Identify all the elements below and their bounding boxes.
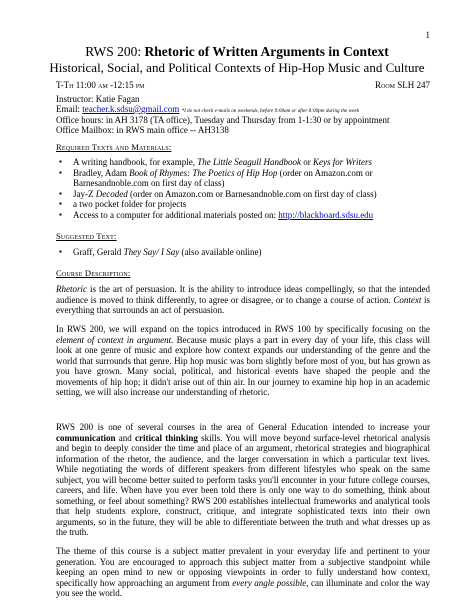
course-code: RWS 200: [85, 44, 142, 59]
course-description-heading-text: Course Description: [56, 268, 131, 278]
bullet-icon: ▪ [59, 157, 62, 166]
description-paragraph-2: In RWS 200, we will expand on the topics introduced in RWS 100 by specifically focusing on the element of context in argument. Because music plays a part in every day of your life, this class will look at one genre of music and explore how context expands our understanding of the genre and the world that surrounds that genre. Hip hop music was born slightly before most of you, but has grown as you have grown. Many social, political, and historical events have shaped the people and the movements of hip hop; it didn't arise out of thin air. In our journey to examine hip hop in an academic setting, we will also increase our understanding of rhetoric. [56, 324, 430, 397]
email-link[interactable]: teacher.k.sdsu@gmail.com [82, 104, 180, 114]
list-item: ▪ Graff, Gerald They Say/ I Say (also available online) [59, 247, 262, 257]
email-label: Email: [56, 104, 80, 114]
course-subtitle: Historical, Social, and Political Contexts of Hip-Hop Music and Culture [49, 60, 425, 75]
office-hours: Office hours: in AH 3178 (TA office), Tuesday and Thursday from 1-1:30 or by appointment [56, 114, 390, 125]
required-texts-heading-text: Required Texts and Materials: [56, 142, 172, 152]
email-note: *I do not check e-mails on weekends, before 9:00am or after 8:00pm during the week [181, 108, 359, 114]
list-item: ▪ Bradley, Adam Book of Rhymes: The Poetics of Hip Hop (order on Amazon.com or Barnesandnoble.com on first day of class) [59, 167, 373, 188]
course-title [0, 44, 474, 59]
suggested-text-heading-text: Suggested Text: [56, 231, 117, 241]
suggested-text-heading [56, 231, 117, 241]
bullet-icon: ▪ [59, 167, 62, 177]
list-item: ▪ Access to a computer for additional materials posted on: http://blackboard.sdsu.edu [59, 209, 374, 220]
course-title-bold: Rhetoric of Written Arguments in Context [144, 44, 389, 59]
bullet-icon: ▪ [59, 247, 62, 256]
bullet-icon: ▪ [59, 188, 62, 198]
description-paragraph-3: RWS 200 is one of several courses in the area of General Education intended to increase your communication and critical thinking skills. You will move beyond surface-level rhetorical analysis and begin to deeply consider the time and place of an argument, rhetorical strategies and biographical information of the rhetor, the audience, and the larger conversation in which a particular text lives. While negotiating the words of different speakers from different lifestyles who speak on the same subject, you will become better suited to perform tasks you'll encounter in your future college courses, careers, and life. When have you ever been told there is only one way to do something, think about something, or feel about something? RWS 200 establishes intellectual frameworks and analytical tools that help students explore, construct, critique, and integrate sophisticated texts into their own arguments, so in the future, they will be able to differentiate between the truth and what dresses up as the truth. [56, 422, 430, 537]
course-description-heading [56, 268, 130, 278]
list-item: ▪ Jay-Z Decoded (order on Amazon.com or Barnesandnoble.com on first day of class) [59, 188, 377, 199]
instructor: Instructor: Katie Fagan [56, 93, 140, 104]
bullet-icon: ▪ [59, 199, 62, 208]
office-mailbox: Office Mailbox: in RWS main office -- AH3138 [56, 125, 229, 135]
page-number: 1 [425, 30, 430, 40]
description-paragraph-4: The theme of this course is a subject matter prevalent in your everyday life and pertinent to your generation. You are encouraged to approach this subject matter from a subjective standpoint while keeping an open mind to new or opposing viewpoints in order to fully understand how context, specifically how approaching an argument from every angle possible, can illuminate and color the way you see the world. [56, 546, 430, 598]
blackboard-link[interactable]: http://blackboard.sdsu.edu [278, 209, 374, 220]
list-item: ▪ A writing handbook, for example, The Little Seagull Handbook or Keys for Writers [59, 157, 372, 167]
course-info [56, 80, 430, 136]
bullet-icon: ▪ [59, 209, 62, 219]
description-paragraph-1: Rhetoric is the art of persuasion. It is the ability to introduce ideas compellingly, so that the intended audience is moved to think differently, to agree or disagree, or to change a course of action. Context is everything that surrounds an act of persuasion. [56, 284, 430, 315]
schedule: T-Th 11:00 am -12:15 pm [56, 80, 145, 90]
suggested-text-section [56, 247, 430, 258]
room: Room SLH 247 [374, 80, 430, 90]
required-texts-heading [56, 142, 171, 152]
list-item: ▪ a two pocket folder for projects [59, 199, 187, 209]
required-texts-section [56, 157, 430, 220]
